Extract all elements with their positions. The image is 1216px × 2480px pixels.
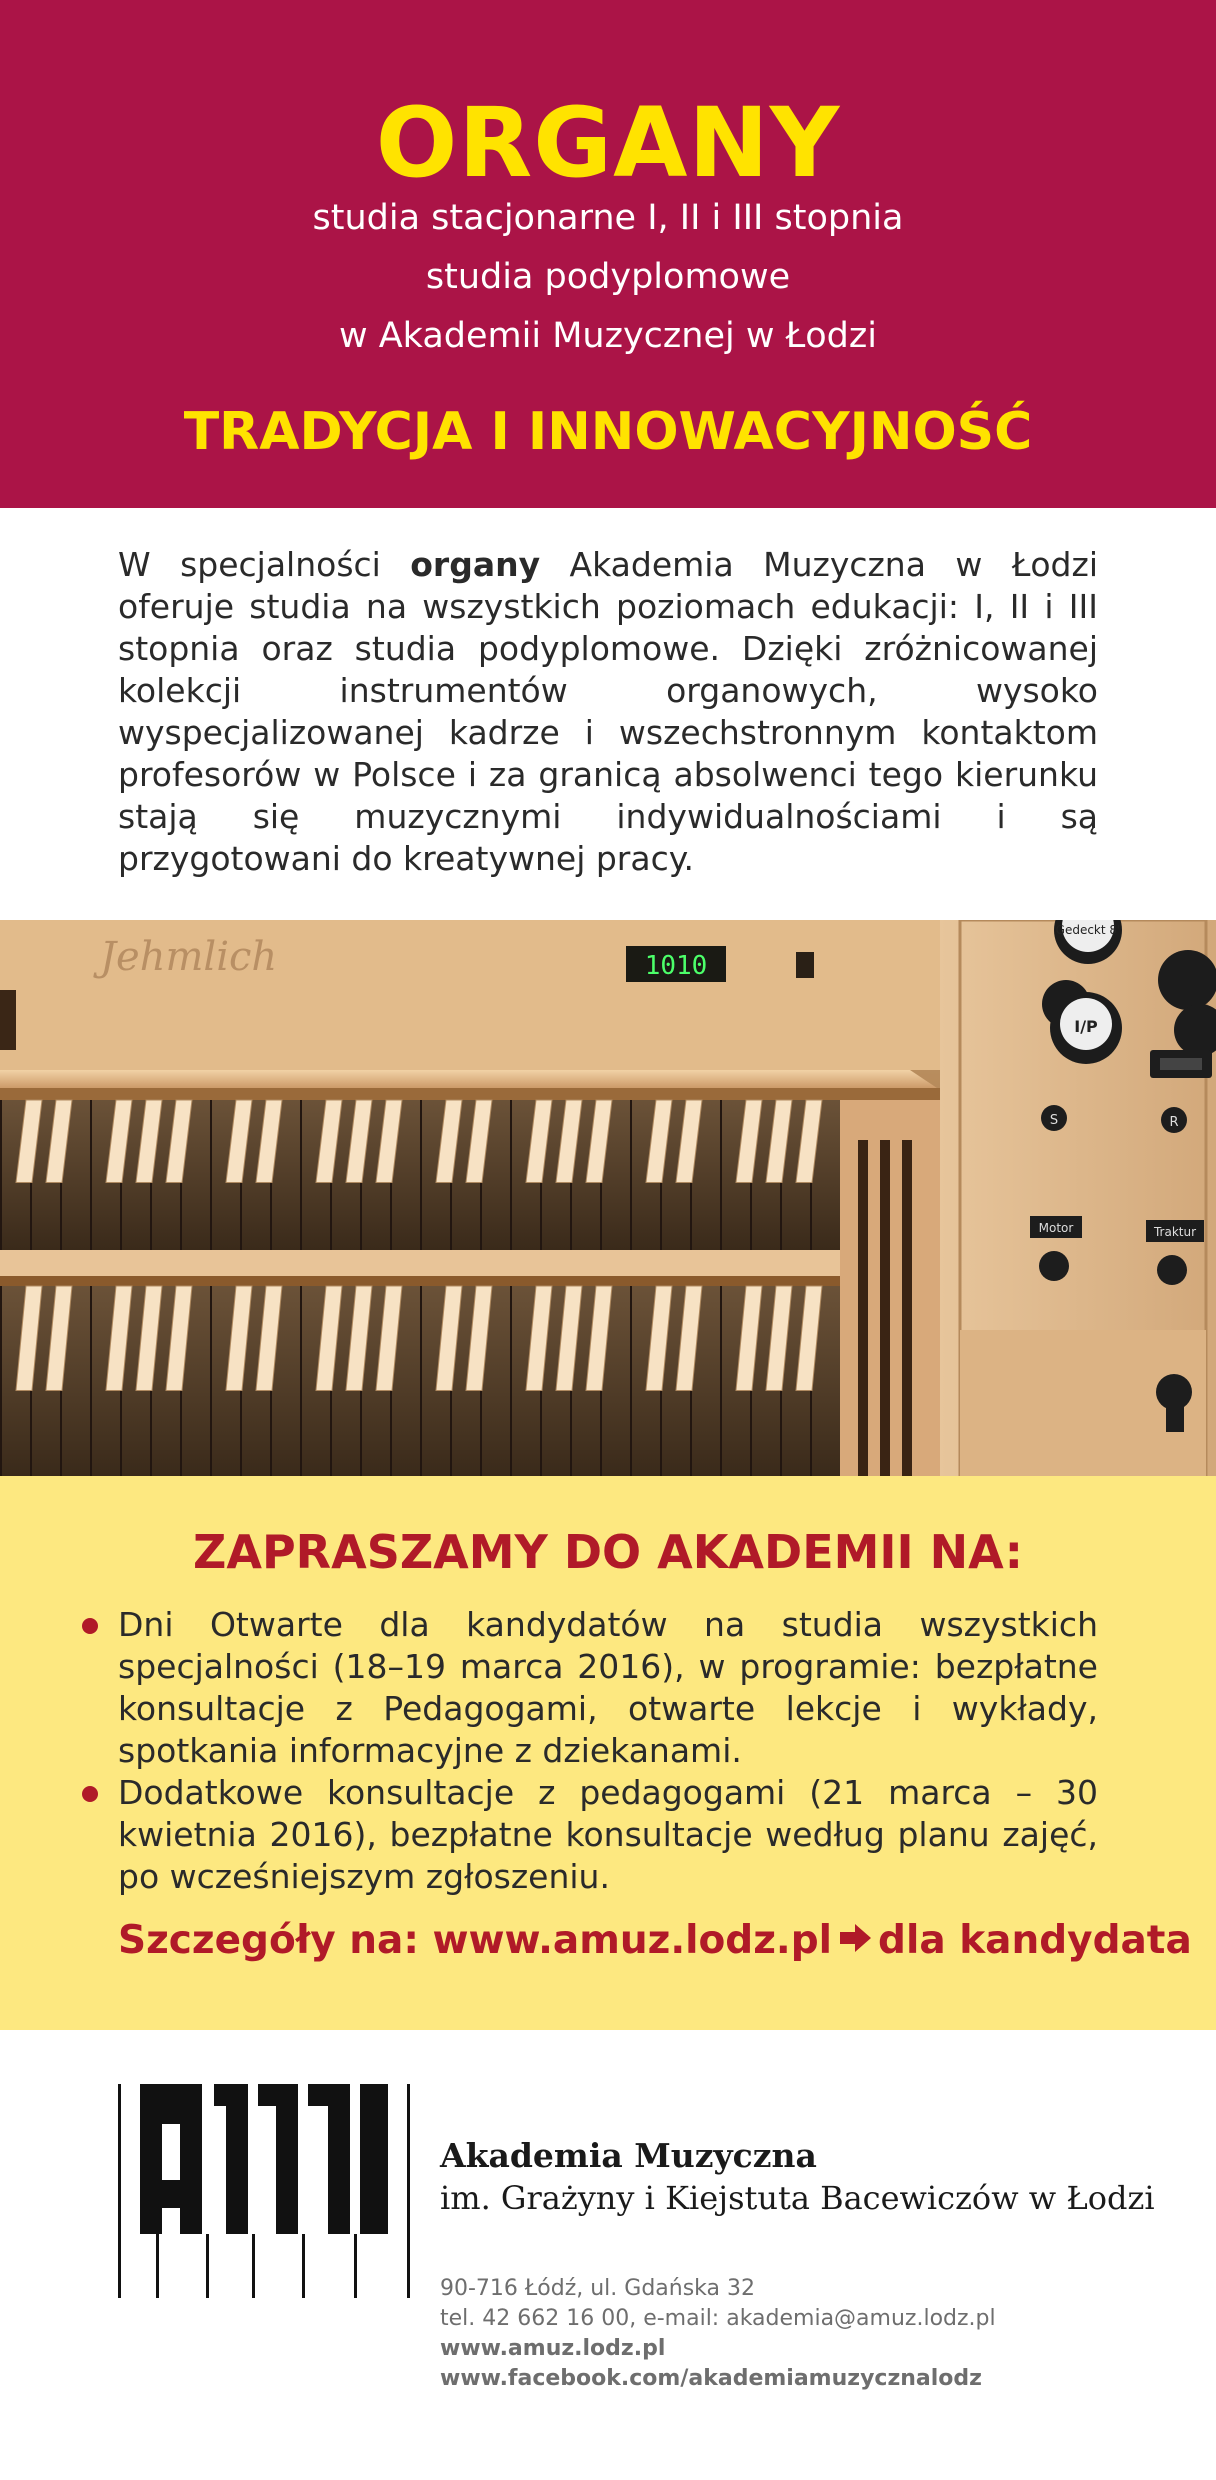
digital-display: 1010 xyxy=(644,951,708,981)
academy-logo xyxy=(118,2084,410,2298)
tagline: TRADYCJA I INNOWACYJNOŚĆ xyxy=(183,402,1033,462)
key-divider xyxy=(630,1286,632,1476)
arrow-right-icon xyxy=(838,1916,872,1966)
key-divider xyxy=(720,1286,722,1476)
org-full-name: im. Grażyny i Kiejstuta Bacewiczów w Łodzi xyxy=(440,2179,1155,2217)
details-link[interactable] xyxy=(118,1916,1192,1966)
key-divider xyxy=(420,1100,422,1250)
org-name: Akademia Muzyczna xyxy=(440,2136,817,2175)
intro-paragraph xyxy=(118,544,1098,880)
list-item-text: Dni Otwarte dla kandydatów na studia wszystkich specjalności (18–19 marca 2016), w programie: bezpłatne konsultacje z Pedagogami, otwarte lekcje i wykłady, spotkania informacyjne z dziekanami. xyxy=(118,1605,1098,1770)
key-divider xyxy=(90,1286,92,1476)
switch-label-traktur: Traktur xyxy=(1153,1225,1197,1239)
switch-label-motor: Motor xyxy=(1038,1221,1074,1235)
list-item xyxy=(118,1772,1098,1898)
key-divider xyxy=(210,1286,212,1476)
stop-label-gedeckt: Gedeckt 8' xyxy=(1055,923,1121,937)
bullet-icon xyxy=(82,1786,98,1802)
phone-email[interactable]: tel. 42 662 16 00, e-mail: akademia@amuz.lodz.pl xyxy=(440,2306,996,2331)
address: 90-716 Łódź, ul. Gdańska 32 xyxy=(440,2276,756,2301)
invitation-box xyxy=(0,1476,1216,2030)
key-divider xyxy=(90,1100,92,1250)
key-divider xyxy=(300,1100,302,1250)
organ-console-photo xyxy=(0,920,1216,1476)
subtitle-line-1: studia stacjonarne I, II i III stopnia xyxy=(312,198,904,238)
button-label-r: R xyxy=(1169,1115,1179,1130)
invitation-heading: ZAPRASZAMY DO AKADEMII NA: xyxy=(193,1525,1023,1579)
intro-lead: W specjalności xyxy=(118,545,411,584)
key-divider xyxy=(510,1100,512,1250)
details-suffix: dla kandydata xyxy=(878,1918,1192,1963)
organ-console-illustration xyxy=(0,920,1216,1476)
key-divider xyxy=(300,1286,302,1476)
website-link[interactable]: www.amuz.lodz.pl xyxy=(440,2336,666,2361)
bullet-icon xyxy=(82,1618,98,1634)
brand-inscription: Jehmlich xyxy=(100,934,278,980)
key-divider xyxy=(630,1100,632,1250)
key-divider xyxy=(420,1286,422,1476)
page-title: ORGANY xyxy=(375,87,841,199)
details-prefix: Szczegóły na: www.amuz.lodz.pl xyxy=(118,1918,833,1963)
facebook-link[interactable]: www.facebook.com/akademiamuzycznalodz xyxy=(440,2366,982,2391)
key-divider xyxy=(210,1100,212,1250)
key-divider xyxy=(0,1286,2,1476)
intro-emphasis: organy xyxy=(410,545,541,584)
stop-label-ip: I/P xyxy=(1074,1017,1098,1036)
intro-rest: Akademia Muzyczna w Łodzi oferuje studia na wszystkich poziomach edukacji: I, II i III stopnia oraz studia podyplomowe. Dzięki zróżnicowanej kolekcji instrumentów organowych, wysoko wyspecjalizowanej kadrze i wszechstronnym kontaktom profesorów w Polsce i za granicą absolwenci tego kierunku stają się muzycznymi indywidualnościami i są przygotowani do kreatywnej pracy. xyxy=(118,545,1098,878)
contact-block xyxy=(440,2274,996,2394)
subtitle-line-3: w Akademii Muzycznej w Łodzi xyxy=(338,316,877,356)
subtitle-line-2: studia podyplomowe xyxy=(425,257,791,297)
key-divider xyxy=(720,1100,722,1250)
key-divider xyxy=(510,1286,512,1476)
key-divider xyxy=(0,1100,2,1250)
events-list xyxy=(118,1604,1098,1898)
header-banner xyxy=(0,0,1216,508)
button-label-s: S xyxy=(1049,1113,1059,1128)
list-item xyxy=(118,1604,1098,1772)
list-item-text: Dodatkowe konsultacje z pedagogami (21 marca – 30 kwietnia 2016), bezpłatne konsultacje według planu zajęć, po wcześniejszym zgłoszeniu. xyxy=(118,1773,1098,1896)
